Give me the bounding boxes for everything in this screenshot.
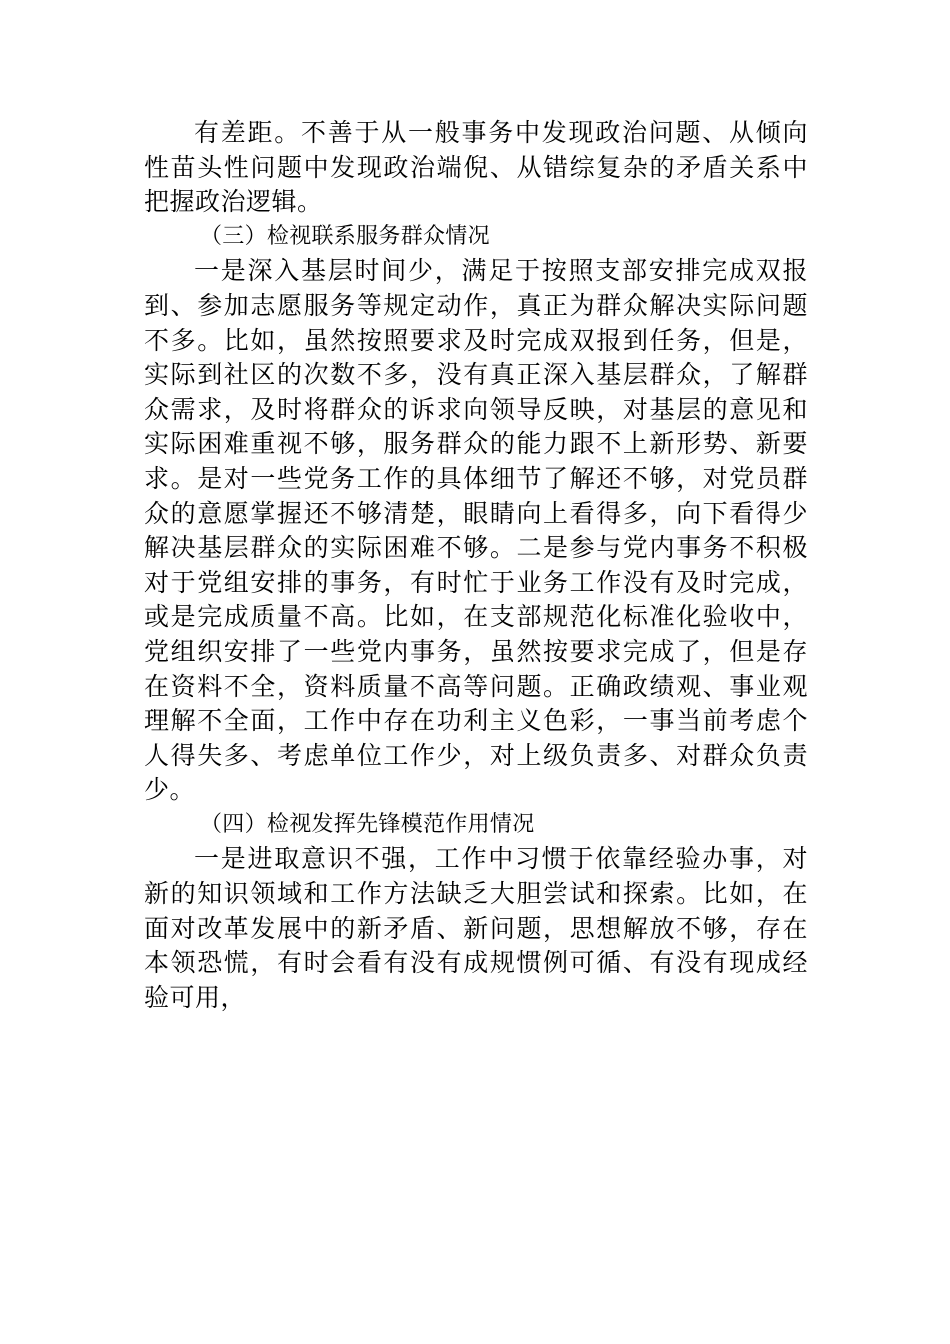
text-line: 把握政治逻辑。: [144, 187, 323, 217]
text-line: 人得失多、考虑单位工作少，对上级负责多、对群众负责: [144, 740, 808, 770]
text-line: 一是进取意识不强，工作中习惯于依靠经验办事，对: [194, 844, 808, 874]
paragraph-continued: [144, 116, 808, 220]
text-line: 对于党组安排的事务，有时忙于业务工作没有及时完成，: [144, 567, 808, 597]
section-heading-3: （三）检视联系服务群众情况: [200, 223, 490, 249]
text-line: 本领恐慌，有时会看有没有成规惯例可循、有没有现成经: [144, 948, 808, 978]
text-line: 新的知识领域和工作方法缺乏大胆尝试和探索。比如，在: [144, 879, 808, 909]
paragraph-section-3: [144, 254, 808, 808]
text-line: 一是深入基层时间少，满足于按照支部安排完成双报: [194, 256, 808, 286]
text-line: 求。是对一些党务工作的具体细节了解还不够，对党员群: [144, 463, 808, 493]
text-line: 党组织安排了一些党内事务，虽然按要求完成了，但是存: [144, 636, 808, 666]
text-line: 少。: [144, 775, 196, 805]
text-line: 理解不全面，工作中存在功利主义色彩，一事当前考虑个: [144, 706, 808, 736]
text-line: 有差距。不善于从一般事务中发现政治问题、从倾向: [194, 118, 808, 147]
text-line: 众需求，及时将群众的诉求向领导反映，对基层的意见和: [144, 394, 808, 424]
text-line: 众的意愿掌握还不够清楚，眼睛向上看得多，向下看得少: [144, 498, 808, 528]
text-line: 不多。比如，虽然按照要求及时完成双报到任务，但是，: [144, 325, 808, 355]
document-body: [144, 116, 808, 1015]
paragraph-section-4: [144, 842, 808, 1015]
text-line: 面对改革发展中的新矛盾、新问题，思想解放不够，存在: [144, 913, 808, 943]
text-line: 验可用，: [144, 982, 247, 1012]
text-line: 在资料不全，资料质量不高等问题。正确政绩观、事业观: [144, 671, 808, 701]
text-line: 解决基层群众的实际困难不够。二是参与党内事务不积极: [144, 533, 808, 563]
text-line: 实际困难重视不够，服务群众的能力跟不上新形势、新要: [144, 429, 808, 459]
text-line: 到、参加志愿服务等规定动作，真正为群众解决实际问题: [144, 290, 808, 320]
text-line: 或是完成质量不高。比如，在支部规范化标准化验收中，: [144, 602, 808, 632]
text-line: 性苗头性问题中发现政治端倪、从错综复杂的矛盾关系中: [144, 152, 808, 182]
text-line: 实际到社区的次数不多，没有真正深入基层群众，了解群: [144, 360, 808, 390]
section-heading-4: （四）检视发挥先锋模范作用情况: [200, 811, 535, 837]
